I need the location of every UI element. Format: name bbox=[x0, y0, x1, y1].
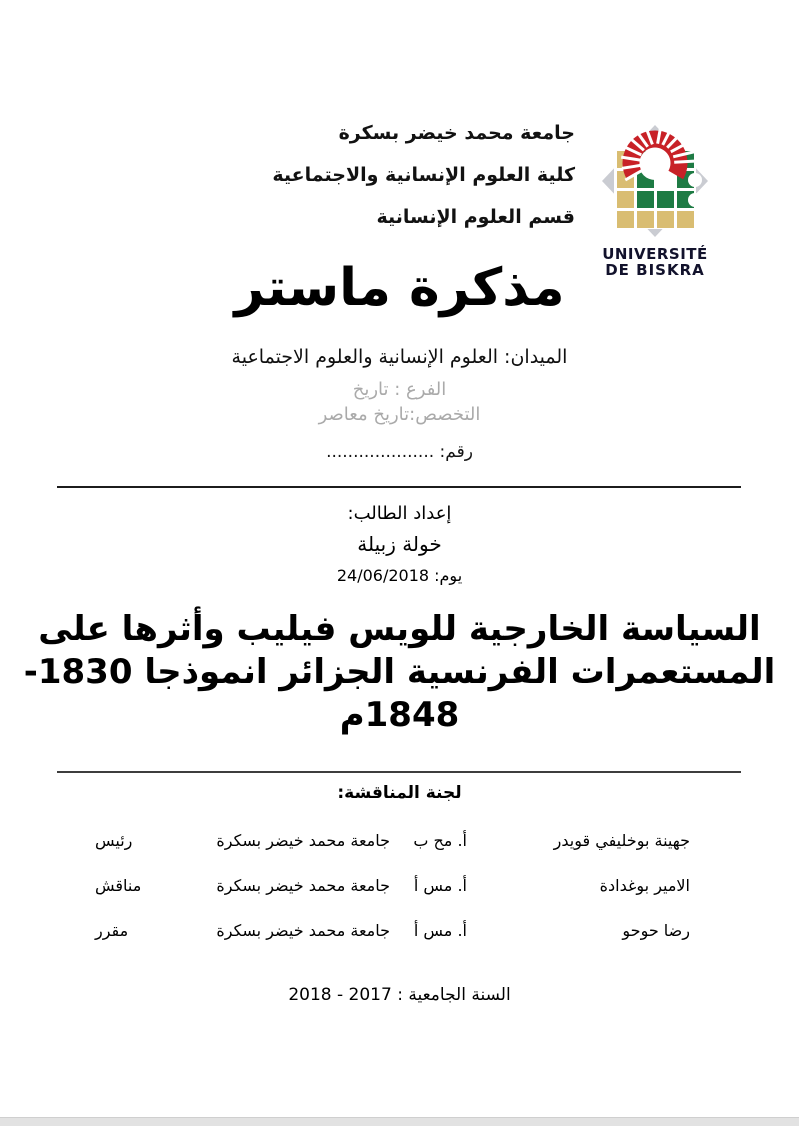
university-logo bbox=[592, 107, 718, 278]
divider-bottom bbox=[57, 771, 741, 773]
committee-member-university: جامعة محمد خيضر بسكرة bbox=[216, 831, 390, 850]
committee-member-name: رضا حوحو bbox=[622, 921, 690, 940]
university-logo-icon bbox=[592, 107, 718, 278]
committee-member-grade: أ. مح ب bbox=[413, 831, 467, 850]
defense-date: يوم: 24/06/2018 bbox=[336, 566, 463, 585]
committee-member-university: جامعة محمد خيضر بسكرة bbox=[216, 921, 390, 940]
field-line: الميدان: العلوم الإنسانية والعلوم الاجتماعية bbox=[231, 346, 568, 368]
divider-top bbox=[57, 486, 741, 488]
university-name: جامعة محمد خيضر بسكرة bbox=[338, 122, 575, 144]
branch-line: الفرع : تاريخ bbox=[352, 379, 447, 400]
committee-member-name: الامير بوغدادة bbox=[599, 876, 690, 895]
number-line: رقم: .................... bbox=[326, 442, 473, 462]
committee-heading: لجنة المناقشة: bbox=[337, 783, 462, 803]
committee-member-role: مقرر bbox=[95, 921, 129, 940]
academic-year: السنة الجامعية : 2017 - 2018 bbox=[288, 985, 511, 1005]
thesis-title-line1: السياسة الخارجية للويس فيليب وأثرها على bbox=[38, 609, 761, 649]
committee-member-role: مناقش bbox=[95, 876, 142, 895]
committee-row bbox=[95, 921, 690, 940]
thesis-title-line2: المستعمرات الفرنسية الجزائر انموذجا 1830- bbox=[23, 652, 776, 692]
committee-member-role: رئيس bbox=[95, 831, 133, 850]
logo-text-line2: DE BISKRA bbox=[605, 261, 705, 278]
committee-member-grade: أ. مس أ bbox=[413, 876, 467, 895]
committee-row bbox=[95, 876, 690, 895]
document-type-title: مذكرة ماستر bbox=[234, 258, 565, 318]
student-name: خولة زبيلة bbox=[357, 532, 442, 556]
department-name: قسم العلوم الإنسانية bbox=[376, 206, 575, 228]
committee-row bbox=[95, 831, 690, 850]
prepared-by-label: إعداد الطالب: bbox=[347, 503, 452, 524]
thesis-title-line3: 1848م bbox=[339, 695, 460, 735]
committee-member-grade: أ. مس أ bbox=[413, 921, 467, 940]
committee-member-university: جامعة محمد خيضر بسكرة bbox=[216, 876, 390, 895]
faculty-name: كلية العلوم الإنسانية والاجتماعية bbox=[272, 164, 575, 186]
institution-header bbox=[272, 112, 575, 238]
logo-text-line1: UNIVERSITÉ bbox=[602, 245, 708, 263]
committee-member-name: جهينة بوخليفي قويدر bbox=[553, 831, 690, 850]
thesis-title bbox=[0, 608, 799, 737]
specialty-line: التخصص:تاريخ معاصر bbox=[318, 404, 481, 425]
